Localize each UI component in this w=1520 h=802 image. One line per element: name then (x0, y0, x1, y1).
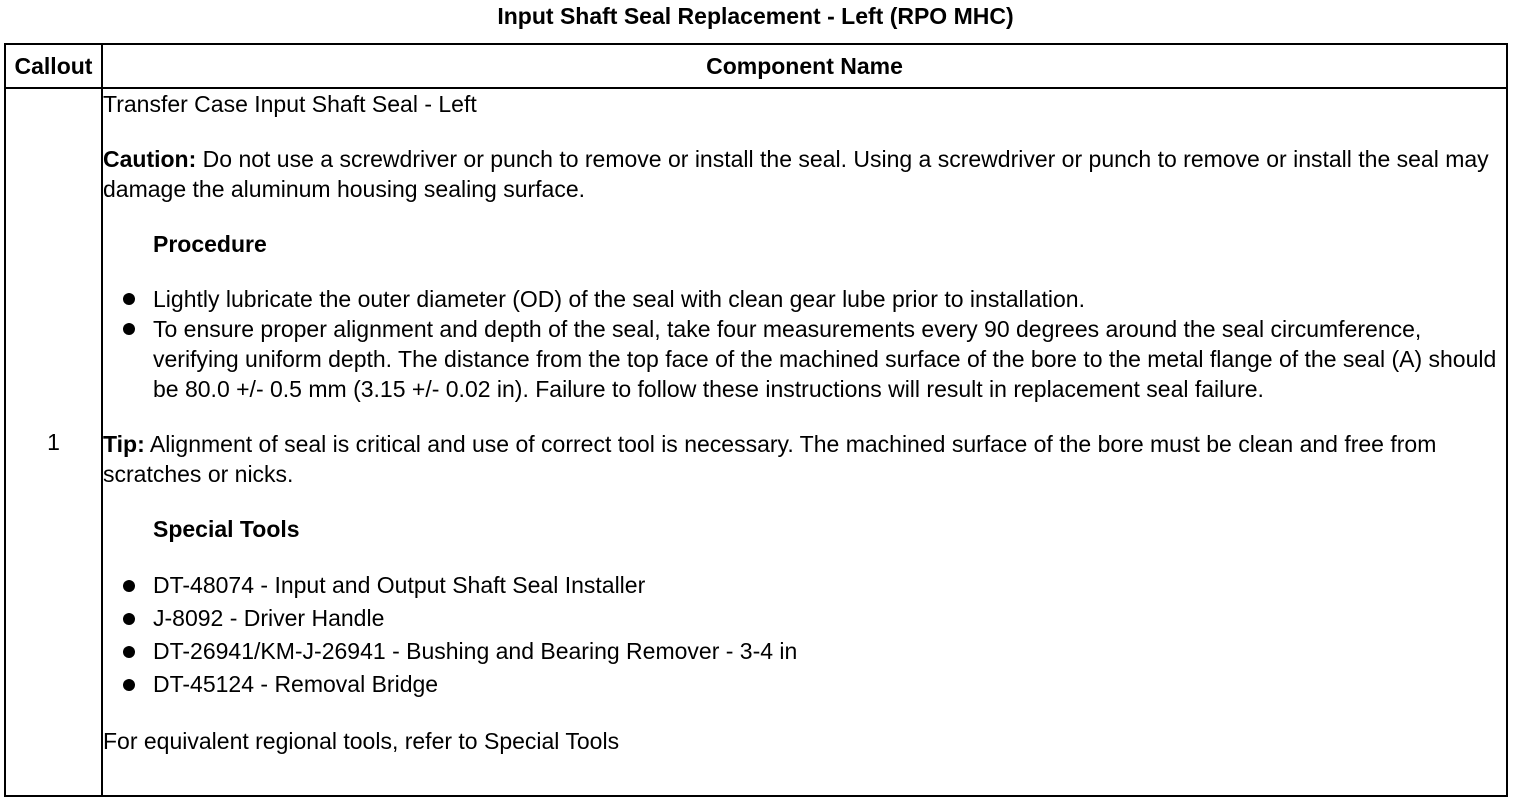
special-tool-item (103, 668, 1506, 701)
column-header-component-name: Component Name (102, 44, 1507, 88)
bullet-icon (123, 646, 135, 658)
component-name: Transfer Case Input Shaft Seal - Left (103, 91, 477, 117)
bullet-icon (123, 613, 135, 625)
procedure-step-text: To ensure proper alignment and depth of the seal, take four measurements every 90 degrees around the seal circumference, verifying uniform depth. The distance from the top face of the machined surface of the bore to the metal flange of the seal (A) should be 80.0 +/- 0.5 mm (3.15 +/- 0.02 in). Failure to follow these instructions will result in replacement seal failure. (153, 316, 1497, 402)
table-header-row (5, 44, 1507, 88)
caution-text: Do not use a screwdriver or punch to remove or install the seal. Using a screwdriver or punch to remove or install the seal may damage the aluminum housing sealing surface. (103, 146, 1489, 202)
table-row (5, 88, 1507, 796)
callout-table (4, 43, 1508, 797)
bullet-icon (123, 323, 135, 335)
bullet-icon (123, 580, 135, 592)
caution-label: Caution: (103, 146, 197, 172)
tip-text: Alignment of seal is critical and use of correct tool is necessary. The machined surface of the bore must be clean and free from scratches or nicks. (103, 431, 1437, 487)
bullet-icon (123, 293, 135, 305)
procedure-step-text: Lightly lubricate the outer diameter (OD) of the seal with clean gear lube prior to installation. (153, 286, 1085, 312)
callout-number: 1 (5, 88, 102, 796)
special-tools-list (103, 569, 1506, 701)
caution-note (103, 144, 1506, 204)
regional-tools-note: For equivalent regional tools, refer to Special Tools (103, 728, 620, 754)
procedure-list (103, 284, 1506, 404)
special-tools-heading: Special Tools (153, 516, 300, 542)
procedure-step (103, 284, 1506, 314)
special-tool-text: DT-45124 - Removal Bridge (153, 671, 439, 697)
special-tool-text: DT-26941/KM-J-26941 - Bushing and Bearing Remover - 3-4 in (153, 638, 798, 664)
special-tool-item (103, 635, 1506, 668)
special-tool-item (103, 602, 1506, 635)
page-title: Input Shaft Seal Replacement - Left (RPO MHC) (497, 3, 1014, 29)
tip-note (103, 429, 1506, 489)
procedure-step (103, 314, 1506, 404)
tip-label: Tip: (103, 431, 145, 457)
special-tool-text: J-8092 - Driver Handle (153, 605, 385, 631)
procedure-heading: Procedure (153, 231, 267, 257)
bullet-icon (123, 679, 135, 691)
special-tool-text: DT-48074 - Input and Output Shaft Seal Installer (153, 572, 646, 598)
special-tool-item (103, 569, 1506, 602)
column-header-callout: Callout (5, 44, 102, 88)
component-cell (102, 88, 1507, 796)
